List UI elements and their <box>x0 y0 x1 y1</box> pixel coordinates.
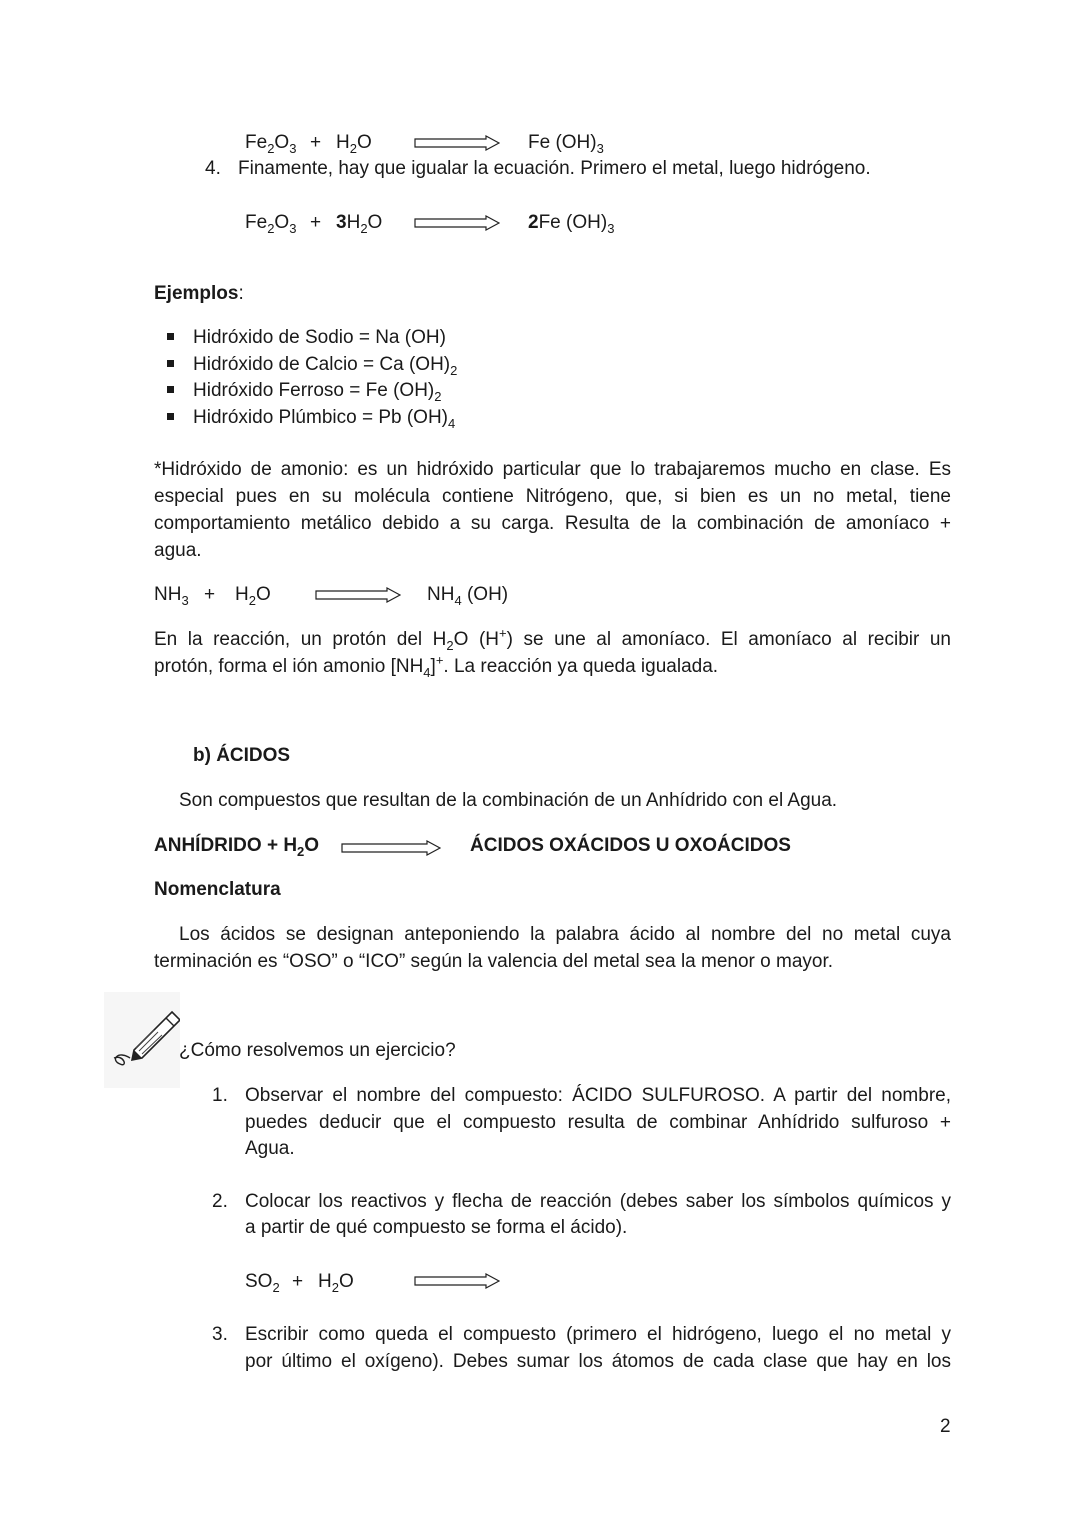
ammonia-formula: $NH_3$ <box>154 584 189 608</box>
water-formula-balanced: $3H_2O$ <box>336 212 383 236</box>
reaction-arrow-icon <box>414 1273 500 1289</box>
step-4-text: Finamente, hay que igualar la ecuación. Primero el metal, luego hidrógeno. <box>238 158 871 179</box>
nomenclature-title: Nomenclatura <box>154 879 281 900</box>
bullet-square-icon <box>167 333 174 340</box>
step-3-number: 3. <box>212 1324 228 1345</box>
step-1-line: Agua. <box>245 1138 295 1159</box>
exercise-title: ¿Cómo resolvemos un ejercicio? <box>179 1040 456 1061</box>
plus-sign: + <box>310 212 322 233</box>
section-heading-acids: b) ÁCIDOS <box>193 745 291 766</box>
ammonium-paragraph-line: agua. <box>154 540 202 561</box>
ammonium-paragraph-line: *Hidróxido de amonio: es un hidróxido particular que lo trabajaremos mucho en clase. Es <box>154 459 951 480</box>
water-formula: $H_2O$ <box>235 584 271 608</box>
acids-intro: Son compuestos que resultan de la combinación de un Anhídrido con el Agua. <box>179 790 838 811</box>
ammonium-paragraph-line: comportamiento metálico debido a su carga. Resulta de la combinación de amoníaco + <box>154 513 951 534</box>
bullet-square-icon <box>167 386 174 393</box>
water-formula: $H_2O$ <box>318 1271 354 1295</box>
so2-formula: $SO_2$ <box>245 1271 280 1295</box>
step-3-line: Escribir como queda el compuesto (primero el hidrógeno, luego el no metal y <box>245 1324 951 1345</box>
reaction-arrow-icon <box>341 840 441 856</box>
acid-equation-right: ÁCIDOS OXÁCIDOS U OXOÁCIDOS <box>470 835 791 856</box>
reaction-arrow-icon <box>315 587 401 603</box>
step-2-line: a partir de qué compuesto se forma el ácido). <box>245 1217 628 1238</box>
pencil-icon <box>104 992 180 1088</box>
equation-fe2o3-water: $Fe_2O_3$ <box>245 132 297 156</box>
nomenclature-paragraph-line: Los ácidos se designan anteponiendo la palabra ácido al nombre del no metal cuya <box>179 924 951 945</box>
page-number: 2 <box>940 1416 951 1437</box>
plus-sign: + <box>204 584 216 605</box>
plus-sign: + <box>310 132 322 153</box>
step-1-number: 1. <box>212 1085 228 1106</box>
ammonium-hydroxide-formula: $NH_4$ (OH) <box>427 584 509 608</box>
proton-paragraph-line: En la reacción, un protón del $H_2O$ (H+) se une al amoníaco. El amoníaco al recibir un <box>154 625 951 653</box>
water-formula: $H_2O$ <box>336 132 372 156</box>
reaction-arrow-icon <box>414 135 500 151</box>
bullet-square-icon <box>167 360 174 367</box>
list-item: Hidróxido Ferroso = Fe $(OH)_2$ <box>193 380 442 404</box>
product-formula: Fe $(OH)_3$ <box>528 132 604 156</box>
reaction-arrow-icon <box>414 215 500 231</box>
proton-paragraph-line: protón, forma el ión amonio $[NH_4]^+$. La reacción ya queda igualada. <box>154 652 719 680</box>
bullet-square-icon <box>167 413 174 420</box>
list-item: Hidróxido de Sodio = Na (OH) <box>193 327 446 348</box>
step-1-line: puedes deducir que el compuesto resulta de combinar Anhídrido sulfuroso + <box>245 1112 951 1133</box>
list-item: Hidróxido de Calcio = Ca $(OH)_2$ <box>193 354 458 378</box>
nomenclature-paragraph-line: terminación es “OSO” o “ICO” según la valencia del metal sea la menor o mayor. <box>154 951 834 972</box>
plus-sign: + <box>292 1271 304 1292</box>
step-1-line: Observar el nombre del compuesto: ÁCIDO SULFUROSO. A partir del nombre, <box>245 1085 951 1106</box>
step-3-line: por último el oxígeno). Debes sumar los átomos de cada clase que hay en los <box>245 1351 951 1372</box>
list-item: Hidróxido Plúmbico = Pb $(OH)_4$ <box>193 407 456 431</box>
step-4-number: 4. <box>205 158 221 179</box>
step-2-line: Colocar los reactivos y flecha de reacción (debes saber los símbolos químicos y <box>245 1191 951 1212</box>
acid-equation-left: ANHÍDRIDO + $H_2O$ <box>154 835 320 859</box>
ammonium-paragraph-line: especial pues en su molécula contiene Nitrógeno, que, si bien es un no metal, tiene <box>154 486 951 507</box>
examples-heading: Ejemplos: <box>154 283 244 304</box>
step-2-number: 2. <box>212 1191 228 1212</box>
equation-balanced-fe2o3: $Fe_2O_3$ <box>245 212 297 236</box>
product-formula-balanced: 2Fe $(OH)_3$ <box>528 212 615 236</box>
